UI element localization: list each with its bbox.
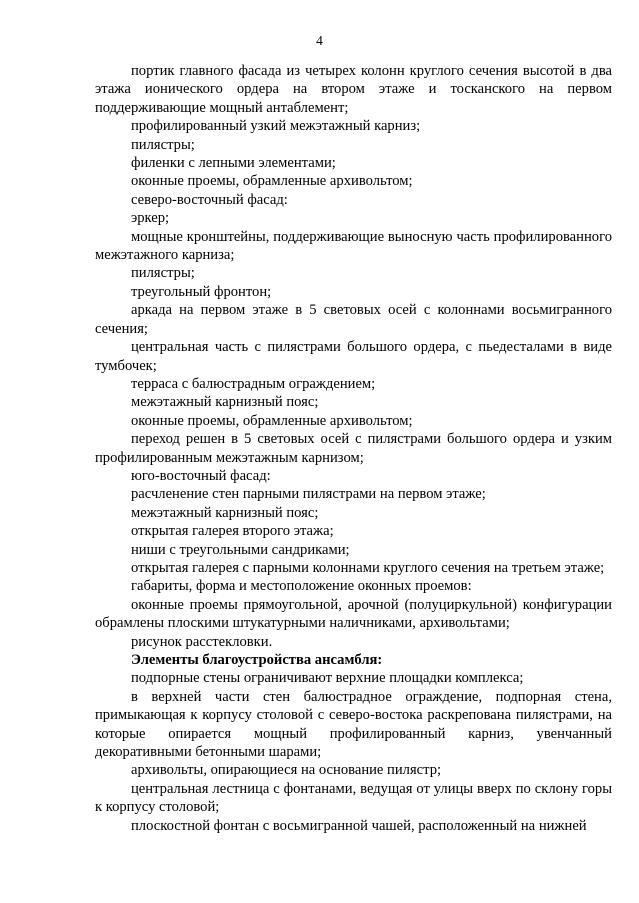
paragraph: юго-восточный фасад:	[131, 467, 271, 484]
paragraph: мощные кронштейны, поддерживающие выносную часть профилированного межэтажного карниза;	[95, 228, 612, 264]
paragraph: межэтажный карнизный пояс;	[131, 394, 319, 411]
paragraph: открытая галерея с парными колоннами круглого сечения на третьем этаже;	[131, 559, 605, 576]
paragraph: филенки с лепными элементами;	[131, 155, 336, 172]
paragraph: плоскостной фонтан с восьмигранной чашей, расположенный на нижней	[131, 817, 587, 834]
page-number: 4	[316, 33, 323, 48]
document-body	[95, 62, 612, 835]
paragraph: терраса с балюстрадным ограждением;	[131, 375, 376, 392]
paragraph: архивольты, опирающиеся на основание пилястр;	[131, 762, 442, 779]
paragraph: пилястры;	[131, 265, 195, 282]
paragraph: рисунок расстекловки.	[131, 633, 273, 650]
paragraph: в верхней части стен балюстрадное ограждение, подпорная стена, примыкающая к корпусу столовой с северо-востока раскрепована пилястрами, на которые опирается мощный профилированный карниз, увенчанный декоративными бетонными шарами;	[95, 688, 612, 761]
paragraph: расчленение стен парными пилястрами на первом этаже;	[131, 486, 486, 503]
paragraph: переход решен в 5 световых осей с пилястрами большого ордера и узким профилированным межэтажным карнизом;	[95, 431, 612, 466]
paragraph: центральная лестница с фонтанами, ведущая от улицы вверх по склону горы к корпусу столовой;	[95, 780, 612, 816]
paragraph: ниши с треугольными сандриками;	[131, 541, 350, 558]
section-heading: Элементы благоустройства ансамбля:	[131, 652, 383, 668]
paragraph: портик главного фасада из четырех колонн круглого сечения высотой в два этажа ионического ордера на втором этаже и тосканского на первом поддерживающие мощный антаблемент;	[95, 63, 612, 116]
paragraph: центральная часть с пилястрами большого ордера, с пьедесталами в виде тумбочек;	[95, 339, 612, 374]
paragraph: эркер;	[131, 210, 170, 227]
paragraph: подпорные стены ограничивают верхние площадки комплекса;	[131, 670, 524, 687]
paragraph: оконные проемы, обрамленные архивольтом;	[131, 412, 413, 429]
paragraph: северо-восточный фасад:	[131, 191, 288, 208]
paragraph: открытая галерея второго этажа;	[131, 523, 334, 540]
paragraph: пилястры;	[131, 136, 195, 153]
paragraph: профилированный узкий межэтажный карниз;	[131, 118, 421, 135]
paragraph: треугольный фронтон;	[131, 283, 272, 300]
paragraph: оконные проемы, обрамленные архивольтом;	[131, 173, 413, 190]
paragraph: аркада на первом этаже в 5 световых осей с колоннами восьмигранного сечения;	[95, 302, 612, 337]
paragraph: оконные проемы прямоугольной, арочной (полуциркульной) конфигурации обрамлены плоскими штукатурными наличниками, архивольтами;	[95, 596, 612, 632]
paragraph: габариты, форма и местоположение оконных проемов:	[131, 578, 472, 595]
paragraph: межэтажный карнизный пояс;	[131, 504, 319, 521]
